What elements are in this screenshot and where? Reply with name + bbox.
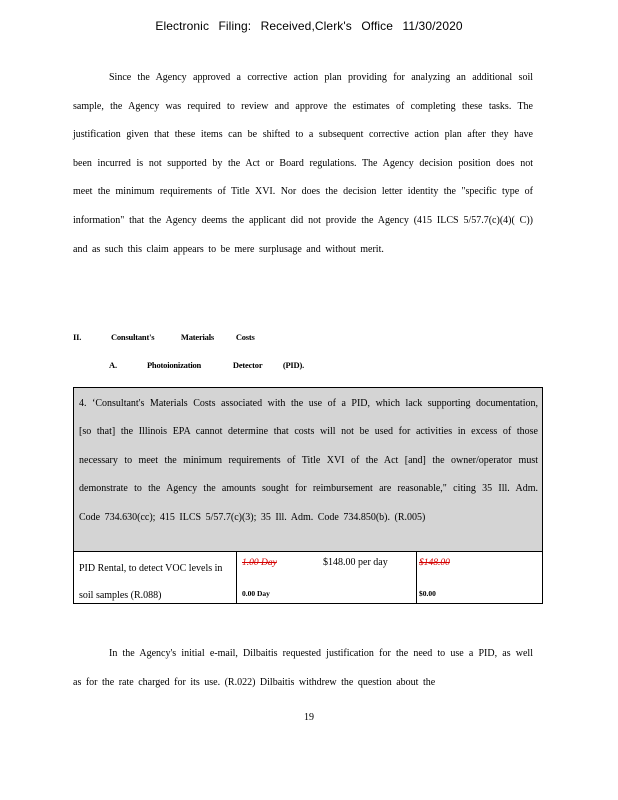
quoted-denial-reason: 4. ‘Consultant's Materials Costs associated with the use of a PID, which lack supporting documentation, [so that] the Illinois EPA cannot determine that costs will not be used for activities in excess of those necessary to meet the minimum requirements of Title XVI of the Act [and] the owner/operator must demonstrate to the Agency the amounts sought for reimbursement are reasonable," citing 35 Ill. Adm. Code 734.630(cc); 415 ILCS 5/57.7(c)(3); 35 Ill. Adm. Code 734.850(b). (R.005) xyxy=(73,387,543,552)
subsection-heading xyxy=(109,360,304,370)
section-number: II. xyxy=(73,332,82,342)
subsection-title-word-1: Photoionization xyxy=(146,360,202,370)
total-cell xyxy=(417,552,542,603)
section-title-word-3: Costs xyxy=(235,332,255,342)
section-title-word-1: Consultant's xyxy=(110,332,155,342)
cost-table xyxy=(73,552,543,604)
struck-total: $148.00 xyxy=(419,558,450,568)
section-heading xyxy=(73,332,255,342)
body-paragraph-2: In the Agency's initial e-mail, Dilbaitis requested justification for the need to use a PID, as well as for the rate charged for its use. (R.022) Dilbaitis withdrew the question about the xyxy=(73,648,533,688)
subsection-title-word-2: Detector xyxy=(232,360,263,370)
subsection-title-word-3: (PID). xyxy=(282,360,305,370)
rate-cell: $148.00 per day xyxy=(318,552,417,603)
section-title-word-2: Materials xyxy=(180,332,215,342)
page-number: 19 xyxy=(304,712,314,723)
item-description-cell: PID Rental, to detect VOC levels in soil samples (R.088) xyxy=(74,552,237,603)
filing-header: Electronic Filing: Received,Clerk's Office 11/30/2020 xyxy=(155,19,463,33)
struck-quantity: 1.00 Day xyxy=(242,558,277,568)
revised-total: $0.00 xyxy=(419,589,436,598)
body-paragraph-1: Since the Agency approved a corrective action plan providing for analyzing an additional soil sample, the Agency was required to review and approve the estimates of completing these tasks. The justification given that these items can be shifted to a subsequent corrective action plan after they have been incurred is not supported by the Act or Board regulations. The Agency decision position does not meet the minimum requirements of Title XVI. Nor does the decision letter identity the "specific type of information" that the Agency deems the applicant did not provide the Agency (415 ILCS 5/57.7(c)(4)( C)) and as such this claim appears to be mere surplusage and without merit. xyxy=(73,72,533,255)
revised-quantity: 0.00 Day xyxy=(242,589,270,598)
quantity-cell xyxy=(237,552,318,603)
subsection-letter: A. xyxy=(109,360,117,370)
